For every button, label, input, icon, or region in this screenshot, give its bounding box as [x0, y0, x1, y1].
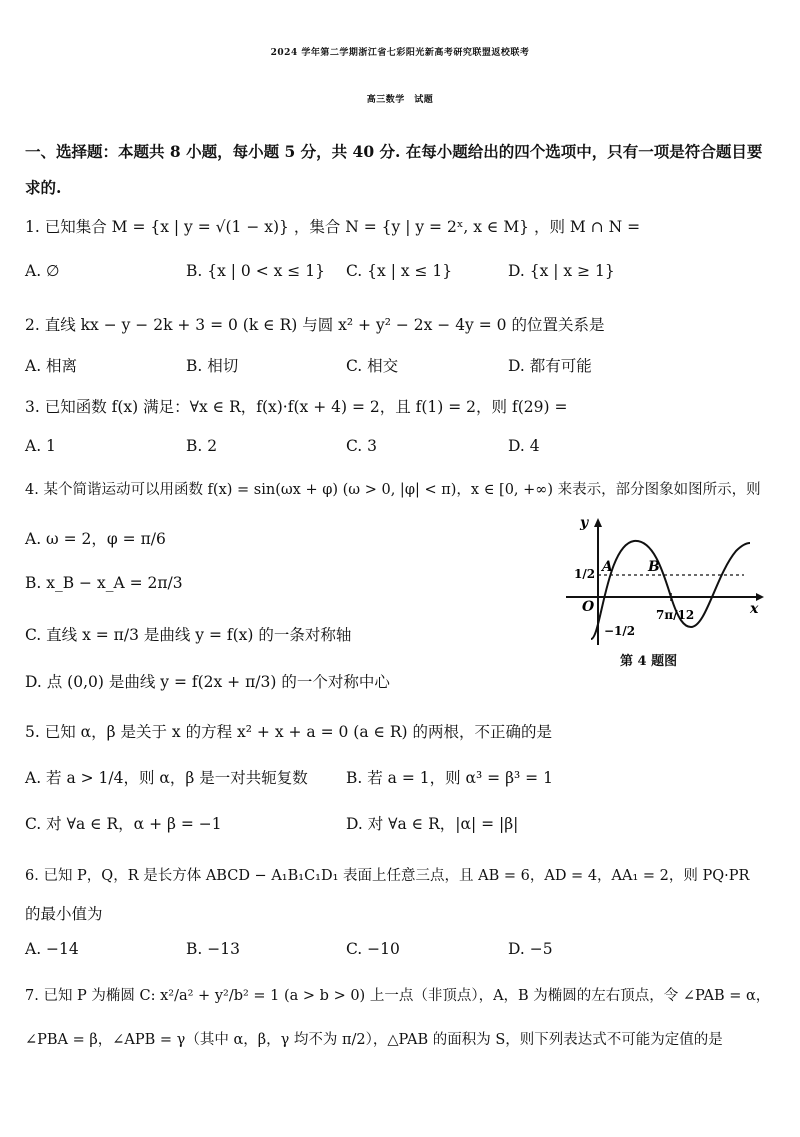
q2-stem: 2. 直线 kx − y − 2k + 3 = 0 (k ∈ R) 与圆 x² + y² − 2x − 4y = 0 的位置关系是 [25, 316, 605, 334]
label-one-half: 1/2 [574, 567, 596, 581]
x-axis-arrow [756, 593, 764, 601]
q4-figure-caption: 第 4 题图 [620, 654, 678, 669]
q5-option-b: B. 若 a = 1，则 α³ = β³ = 1 [346, 769, 553, 787]
q6-option-c: C. −10 [346, 940, 400, 958]
q3-option-c: C. 3 [346, 437, 378, 455]
q6-option-d: D. −5 [508, 940, 553, 958]
q6-stem-line2: 的最小值为 [25, 905, 103, 923]
q1-option-a: A. ∅ [25, 262, 60, 280]
q1-option-c: C. {x | x ≤ 1} [346, 262, 453, 280]
q6-option-a: A. −14 [25, 940, 79, 958]
q7-stem-line1: 7. 已知 P 为椭圆 C: x²/a² + y²/b² = 1 (a > b > 0) 上一点（非顶点），A，B 为椭圆的左右顶点，令 ∠PAB = α， [25, 988, 771, 1004]
q3-option-a: A. 1 [25, 437, 56, 455]
q5-option-d: D. 对 ∀a ∈ R，|α| = |β| [346, 815, 519, 833]
q1-option-d: D. {x | x ≥ 1} [508, 262, 615, 280]
q2-option-b: B. 相切 [186, 357, 239, 375]
q2-option-a: A. 相离 [25, 357, 78, 375]
y-axis-arrow [594, 518, 602, 527]
q5-option-c: C. 对 ∀a ∈ R，α + β = −1 [25, 815, 222, 833]
q2-option-c: C. 相交 [346, 357, 399, 375]
q6-stem-line1: 6. 已知 P，Q，R 是长方体 ABCD − A₁B₁C₁D₁ 表面上任意三点，且 AB = 6，AD = 4，AA₁ = 2，则 PQ·PR [25, 868, 750, 884]
q4-stem: 4. 某个简谐运动可以用函数 f(x) = sin(ωx + φ) (ω > 0, |φ| < π)，x ∈ [0, +∞) 来表示，部分图象如图所示，则 [25, 482, 761, 498]
exam-title: 2024 学年第二学期浙江省七彩阳光新高考研究联盟返校联考 [270, 48, 530, 58]
section-heading-line2: 求的. [25, 178, 62, 197]
y-axis-label: y [580, 515, 589, 531]
q4-option-a: A. ω = 2，φ = π/6 [25, 530, 166, 548]
q4-figure [556, 515, 766, 655]
q3-option-d: D. 4 [508, 437, 540, 455]
q2-option-d: D. 都有可能 [508, 357, 592, 375]
exam-subtitle: 高三数学 试题 [366, 95, 434, 105]
q5-stem: 5. 已知 α，β 是关于 x 的方程 x² + x + a = 0 (a ∈ R) 的两根，不正确的是 [25, 723, 553, 741]
q1-option-b: B. {x | 0 < x ≤ 1} [186, 262, 325, 280]
q4-option-c: C. 直线 x = π/3 是曲线 y = f(x) 的一条对称轴 [25, 626, 352, 644]
origin-label: O [582, 599, 595, 615]
q7-stem-line2: ∠PBA = β，∠APB = γ（其中 α，β，γ 均不为 π/2），△PAB 的面积为 S，则下列表达式不可能为定值的是 [25, 1032, 723, 1048]
q4-option-d: D. 点 (0,0) 是曲线 y = f(2x + π/3) 的一个对称中心 [25, 673, 390, 691]
q4-option-b: B. x_B − x_A = 2π/3 [25, 574, 183, 592]
x-axis-label: x [750, 601, 759, 617]
point-b-label: B [648, 559, 660, 575]
q3-option-b: B. 2 [186, 437, 218, 455]
label-7pi-12: 7π/12 [656, 608, 695, 622]
section-heading-line1: 一、选择题：本题共 8 小题，每小题 5 分，共 40 分. 在每小题给出的四个选项中，只有一项是符合题目要 [25, 142, 763, 161]
q1-stem: 1. 已知集合 M = {x | y = √(1 − x)} ，集合 N = {y | y = 2ˣ, x ∈ M} ，则 M ∩ N = [25, 218, 641, 236]
q3-stem: 3. 已知函数 f(x) 满足：∀x ∈ R，f(x)·f(x + 4) = 2，且 f(1) = 2，则 f(29) = [25, 398, 568, 416]
q5-option-a: A. 若 a > 1/4，则 α，β 是一对共轭复数 [25, 769, 308, 787]
point-a-label: A [602, 559, 613, 575]
q6-option-b: B. −13 [186, 940, 240, 958]
label-neg-one-half: −1/2 [604, 624, 636, 638]
